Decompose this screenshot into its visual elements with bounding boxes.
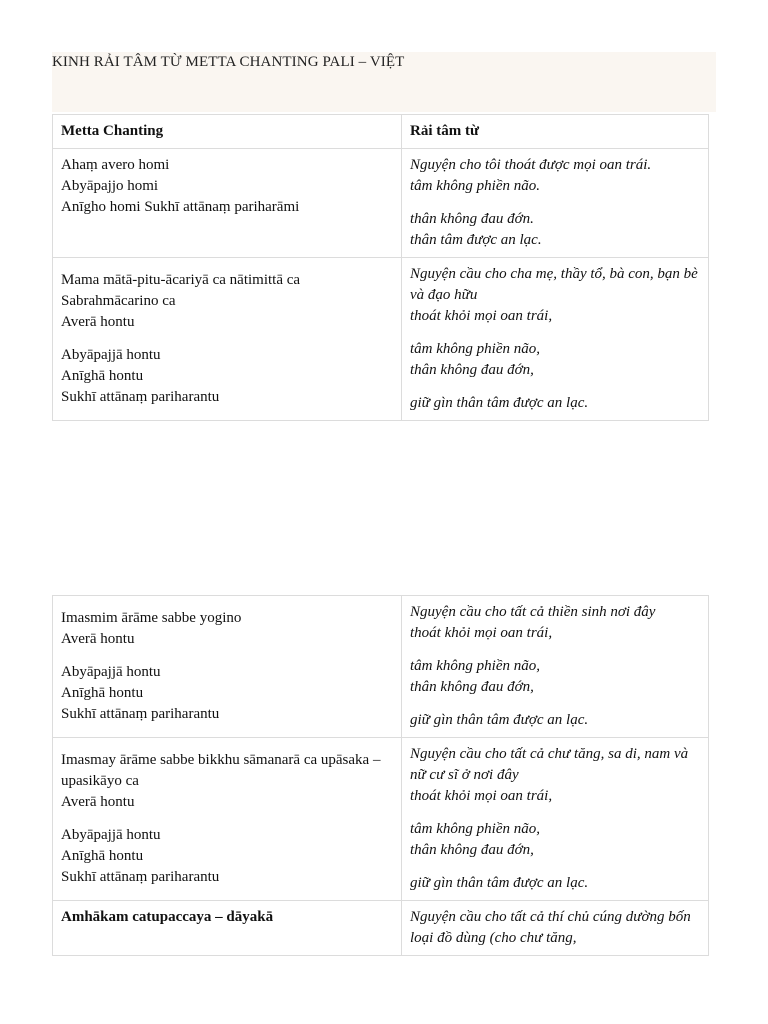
viet-line: tâm không phiền não. — [410, 178, 540, 194]
pali-line: Imasmay ārāme sabbe bikkhu sāmanarā ca upāsaka – upasikāyo ca — [61, 752, 381, 789]
header-viet: Rải tâm từ — [402, 115, 709, 149]
pali-line: Sukhī attānaṃ pariharantu — [61, 389, 220, 405]
pali-line: Anīghā hontu — [61, 368, 144, 384]
header-pali: Metta Chanting — [53, 115, 402, 149]
viet-line: Nguyện cầu cho cha mẹ, thầy tổ, bà con, bạn bè và đạo hữu — [410, 266, 698, 303]
viet-line: Nguyện cầu cho tất cả chư tăng, sa di, nam và nữ cư sĩ ở nơi đây — [410, 746, 689, 783]
pali-line: Abyāpajjā hontu — [61, 664, 161, 680]
viet-line: giữ gìn thân tâm được an lạc. — [410, 395, 589, 411]
viet-line: thân không đau đớn. — [410, 211, 534, 227]
pali-line: Anīgho homi Sukhī attānaṃ pariharāmi — [61, 199, 300, 215]
pali-cell — [53, 149, 402, 258]
pali-line: Averā hontu — [61, 794, 135, 810]
viet-line: giữ gìn thân tâm được an lạc. — [410, 875, 589, 891]
pali-cell — [53, 901, 402, 956]
pali-line: Ahaṃ avero homi — [61, 157, 170, 173]
pali-line: Abyāpajjo homi — [61, 178, 159, 194]
viet-line: thân không đau đớn, — [410, 842, 534, 858]
viet-cell — [402, 149, 709, 258]
chant-table-2 — [52, 595, 709, 956]
document-title: KINH RẢI TÂM TỪ METTA CHANTING PALI – VIỆT — [52, 54, 405, 70]
table-row — [53, 596, 709, 738]
table-row — [53, 258, 709, 421]
pali-line: Imasmim ārāme sabbe yogino — [61, 610, 242, 626]
pali-cell — [53, 738, 402, 901]
viet-line: thân không đau đớn, — [410, 679, 534, 695]
viet-line: tâm không phiền não, — [410, 821, 540, 837]
pali-line: Sukhī attānaṃ pariharantu — [61, 869, 220, 885]
viet-line: tâm không phiền não, — [410, 341, 540, 357]
viet-line: thoát khỏi mọi oan trái, — [410, 308, 553, 324]
pali-line: Mama mātā-pitu-ācariyā ca nātimittā ca — [61, 272, 301, 288]
viet-cell — [402, 596, 709, 738]
pali-line: Anīghā hontu — [61, 848, 144, 864]
viet-line: thân tâm được an lạc. — [410, 232, 542, 248]
viet-cell — [402, 901, 709, 956]
title-band — [52, 52, 716, 112]
viet-cell — [402, 738, 709, 901]
pali-line: Sukhī attānaṃ pariharantu — [61, 706, 220, 722]
viet-cell — [402, 258, 709, 421]
pali-line: Anīghā hontu — [61, 685, 144, 701]
table-row — [53, 738, 709, 901]
viet-line: Nguyện cầu cho tất cả thí chủ cúng dường bốn loại đồ dùng (cho chư tăng, — [410, 909, 691, 946]
pali-line: Averā hontu — [61, 314, 135, 330]
pali-cell — [53, 258, 402, 421]
viet-line: Nguyện cầu cho tất cả thiền sinh nơi đây — [410, 604, 656, 620]
viet-line: thân không đau đớn, — [410, 362, 534, 378]
viet-line: giữ gìn thân tâm được an lạc. — [410, 712, 589, 728]
viet-line: tâm không phiền não, — [410, 658, 540, 674]
table-header-row — [53, 115, 709, 149]
viet-line: thoát khỏi mọi oan trái, — [410, 625, 553, 641]
pali-line: Sabrahmācarino ca — [61, 293, 176, 309]
table-row — [53, 901, 709, 956]
chant-table-1 — [52, 114, 709, 421]
pali-line: Abyāpajjā hontu — [61, 827, 161, 843]
viet-line: Nguyện cho tôi thoát được mọi oan trái. — [410, 157, 652, 173]
pali-line: Abyāpajjā hontu — [61, 347, 161, 363]
viet-line: thoát khỏi mọi oan trái, — [410, 788, 553, 804]
pali-cell — [53, 596, 402, 738]
table-row — [53, 149, 709, 258]
pali-line: Averā hontu — [61, 631, 135, 647]
pali-line: Amhākam catupaccaya – dāyakā — [61, 909, 274, 925]
